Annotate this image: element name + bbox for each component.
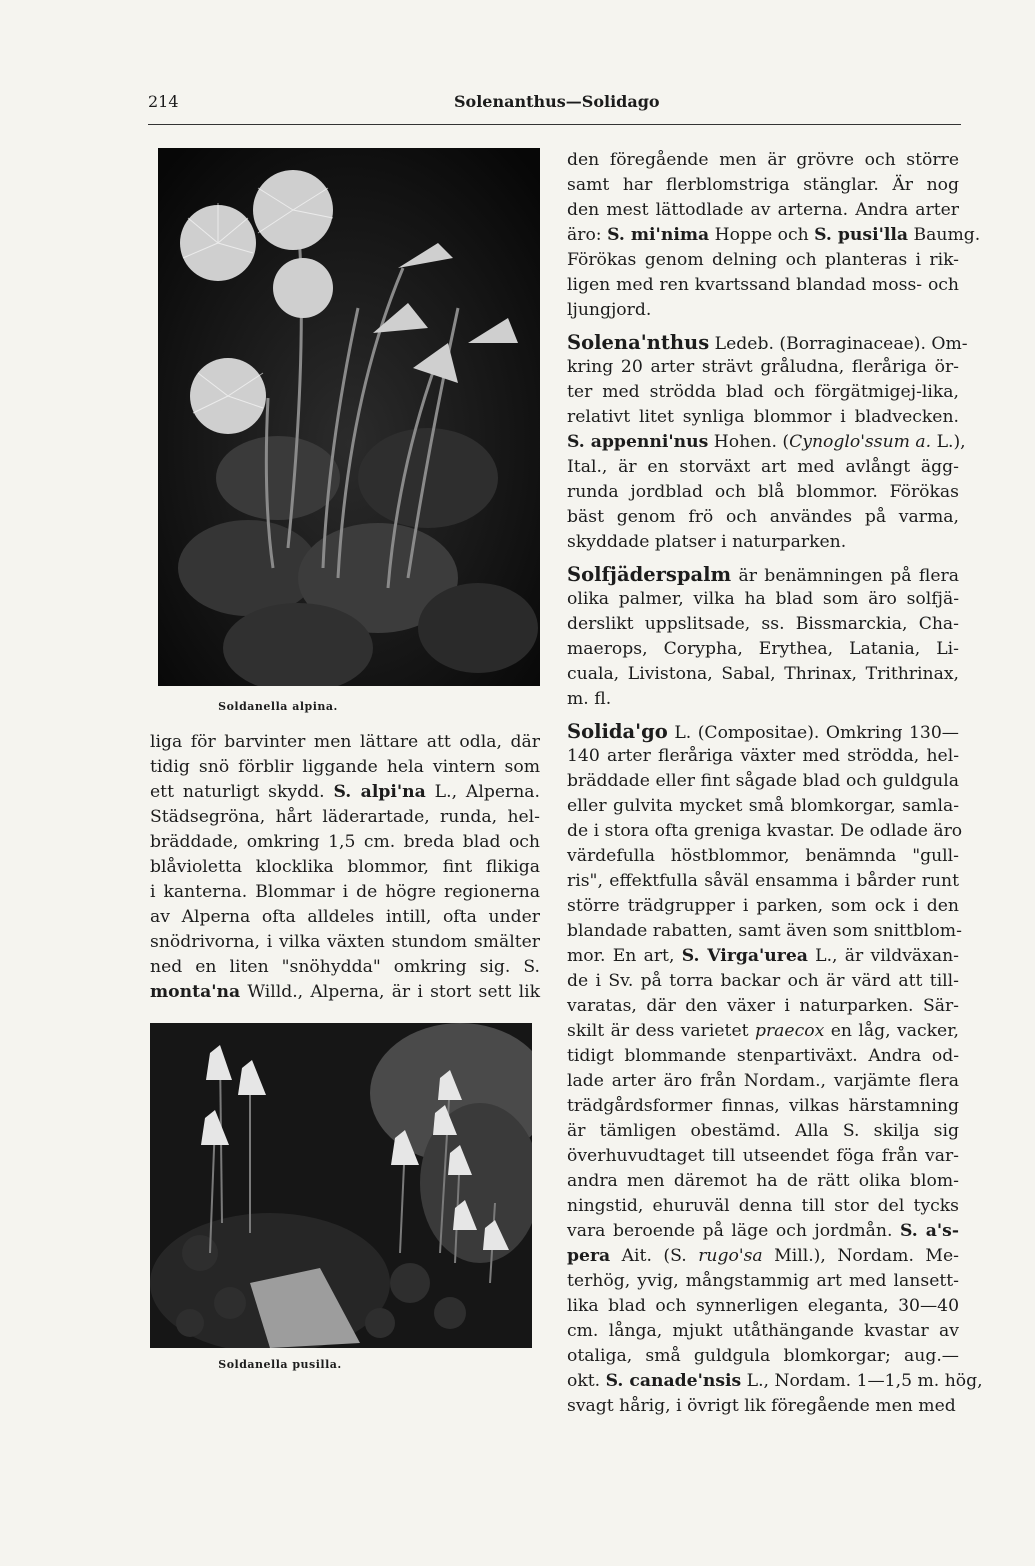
text-line: ningstid, ehuruväl denna till stor del tycks (567, 1196, 959, 1216)
text-line: pera Ait. (S. rugo'sa Mill.), Nordam. Me- (567, 1246, 959, 1266)
text-line: eller gulvita mycket små blomkorgar, samla- (567, 796, 959, 816)
text-line: den föregående men är grövre och större (567, 150, 959, 170)
text-line: den mest lättodlade av arterna. Andra arter (567, 200, 959, 220)
text-line: relativt litet synliga blommor i bladvecken. (567, 407, 959, 427)
text-line: maerops, Corypha, Erythea, Latania, Li- (567, 639, 959, 659)
entry-heading-line: Solena'nthus Ledeb. (Borraginaceae). Om- (567, 331, 968, 354)
text-line: vara beroende på läge och jordmån. S. a's- (567, 1221, 959, 1241)
text-line: skilt är dess varietet praecox en låg, vacker, (567, 1021, 959, 1041)
text-line: okt. S. canade'nsis L., Nordam. 1—1,5 m. hög, (567, 1371, 983, 1391)
soldanella-pusilla-photo (150, 1023, 532, 1348)
text-line: svagt hårig, i övrigt lik föregående men med (567, 1396, 956, 1416)
text-line: ljungjord. (567, 300, 652, 320)
text-line: de i Sv. på torra backar och är värd att till- (567, 971, 959, 991)
figure-caption: Soldanella alpina. (218, 700, 338, 713)
text-line: överhuvudtaget till utseendet föga från var- (567, 1146, 959, 1166)
text-line: ter med strödda blad och förgätmigej-lika, (567, 382, 959, 402)
text-line: värdefulla höstblommor, benämnda "gull- (567, 846, 959, 866)
text-line: blandade rabatten, samt även som snittblom- (567, 921, 962, 941)
page-number: 214 (148, 92, 179, 111)
text-line: bräddade eller fint sågade blad och guldgula (567, 771, 959, 791)
text-line: större trädgrupper i parken, som ock i den (567, 896, 959, 916)
text-line: varatas, där den växer i naturparken. Sär- (567, 996, 959, 1016)
text-line: trädgårdsformer finnas, vilkas härstamning (567, 1096, 959, 1116)
soldanella-alpina-photo (158, 148, 540, 686)
text-line: blåvioletta klocklika blommor, fint flikiga (150, 857, 540, 877)
text-line: ris", effektfulla såväl ensamma i bårder runt (567, 871, 959, 891)
text-line: äro: S. mi'nima Hoppe och S. pusi'lla Baumg. (567, 225, 981, 245)
text-line: m. fl. (567, 689, 612, 709)
running-head: Solenanthus—Solidago (454, 92, 660, 111)
text-line: lika blad och synnerligen eleganta, 30—40 (567, 1296, 959, 1316)
text-line: terhög, yvig, mångstammig art med lansett- (567, 1271, 959, 1291)
text-line: cuala, Livistona, Sabal, Thrinax, Trithrinax, (567, 664, 959, 684)
text-line: otaliga, små guldgula blomkorgar; aug.— (567, 1346, 959, 1366)
figure-caption: Soldanella pusilla. (218, 1358, 342, 1371)
text-line: mor. En art, S. Virga'urea L., är vildväxan- (567, 946, 959, 966)
text-line: är tämligen obestämd. Alla S. skilja sig (567, 1121, 959, 1141)
entry-heading-line: Solida'go L. (Compositae). Omkring 130— (567, 720, 959, 743)
text-line: cm. långa, mjukt utåthängande kvastar av (567, 1321, 959, 1341)
text-line: bräddade, omkring 1,5 cm. breda blad och (150, 832, 540, 852)
text-line: 140 arter fleråriga växter med strödda, hel- (567, 746, 959, 766)
text-line: S. appenni'nus Hohen. (Cynoglo'ssum a. L.), (567, 432, 966, 452)
text-line: Förökas genom delning och planteras i rik- (567, 250, 959, 270)
text-line: monta'na Willd., Alperna, är i stort sett lik (150, 982, 540, 1002)
text-line: tidig snö förblir liggande hela vintern som (150, 757, 540, 777)
text-line: ligen med ren kvartssand blandad moss- och (567, 275, 959, 295)
text-line: de i stora ofta greniga kvastar. De odlade äro (567, 821, 963, 841)
text-line: bäst genom frö och användes på varma, (567, 507, 959, 527)
text-line: skyddade platser i naturparken. (567, 532, 847, 552)
text-line: kring 20 arter strävt gråludna, fleråriga ör- (567, 357, 959, 377)
text-line: derslikt uppslitsade, ss. Bissmarckia, Cha- (567, 614, 959, 634)
text-line: snödrivorna, i vilka växten stundom smälter (150, 932, 540, 952)
text-line: runda jordblad och blå blommor. Förökas (567, 482, 959, 502)
text-line: tidigt blommande stenpartiväxt. Andra od- (567, 1046, 959, 1066)
text-line: Städsegröna, hårt läderartade, runda, hel- (150, 807, 540, 827)
text-line: i kanterna. Blommar i de högre regionerna (150, 882, 540, 902)
text-line: samt har flerblomstriga stänglar. Är nog (567, 175, 959, 195)
text-line: av Alperna ofta alldeles intill, ofta under (150, 907, 540, 927)
text-line: ned en liten "snöhydda" omkring sig. S. (150, 957, 540, 977)
text-line: olika palmer, vilka ha blad som äro solfjä- (567, 589, 959, 609)
text-line: Ital., är en storväxt art med avlångt ägg- (567, 457, 959, 477)
text-line: andra men däremot ha de rätt olika blom- (567, 1171, 959, 1191)
entry-heading-line: Solfjäderspalm är benämningen på flera (567, 563, 959, 586)
text-line: liga för barvinter men lättare att odla, där (150, 732, 540, 752)
page-header (148, 92, 961, 125)
text-line: lade arter äro från Nordam., varjämte flera (567, 1071, 959, 1091)
text-line: ett naturligt skydd. S. alpi'na L., Alperna. (150, 782, 540, 802)
